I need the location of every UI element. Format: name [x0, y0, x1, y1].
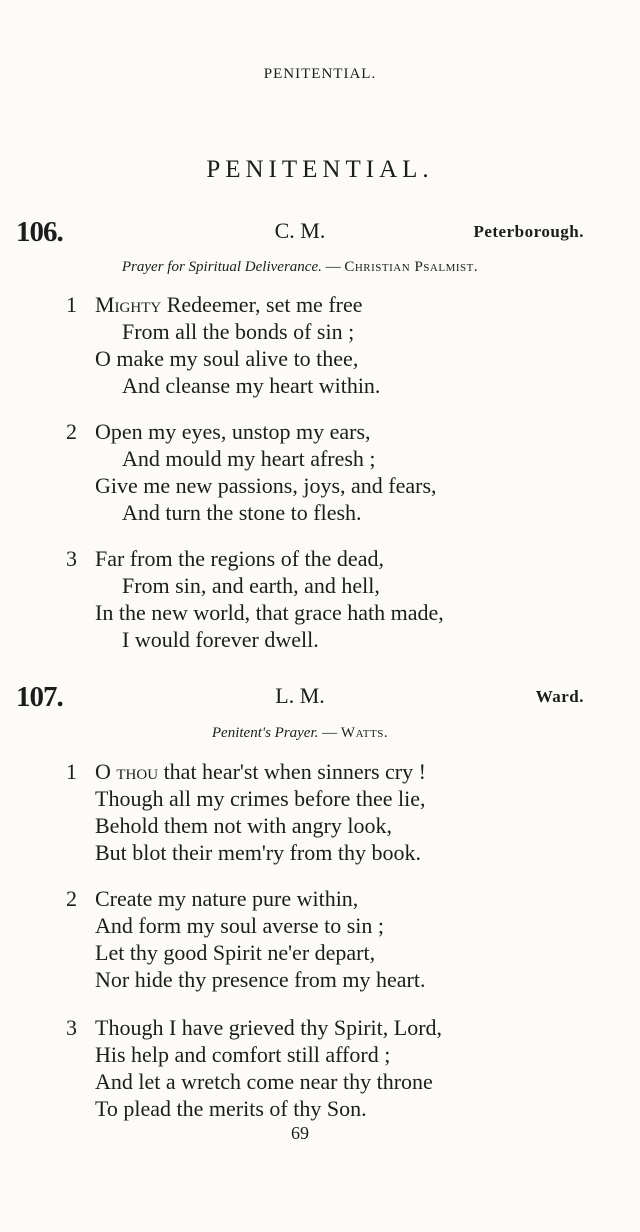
- hymn-number: 106.: [16, 216, 63, 248]
- verse-line: [0, 912, 640, 939]
- stanza-number: 2: [66, 419, 77, 444]
- verse-text: Create my nature pure within,: [95, 886, 359, 911]
- verse-text: O make my soul alive to thee,: [95, 346, 359, 371]
- verse-text: Behold them not with angry look,: [95, 813, 392, 838]
- stanza: [0, 291, 640, 399]
- verse-text: In the new world, that grace hath made,: [95, 600, 444, 625]
- verse-line: [0, 572, 640, 599]
- attribution-dash: —: [318, 725, 341, 741]
- verse-line: [0, 1014, 640, 1041]
- verse-text: To plead the merits of thy Son.: [95, 1096, 367, 1121]
- stanza: [0, 758, 640, 866]
- verse-line: [0, 545, 640, 572]
- verse-text: And cleanse my heart within.: [122, 373, 381, 398]
- verse-text: Give me new passions, joys, and fears,: [95, 473, 437, 498]
- hymn-tune: Ward.: [535, 687, 584, 706]
- verse-text: Open my eyes, unstop my ears,: [95, 419, 371, 444]
- verse-line: [0, 839, 640, 866]
- verse-text: Let thy good Spirit ne'er depart,: [95, 940, 376, 965]
- verse-text: that hear'st when sinners cry !: [158, 759, 426, 784]
- verse-line: [0, 499, 640, 526]
- stanza-number: 1: [66, 292, 77, 317]
- verse-text: His help and comfort still afford ;: [95, 1042, 391, 1067]
- verse-line: [0, 418, 640, 445]
- running-head: PENITENTIAL.: [263, 66, 377, 82]
- verse-line: [0, 599, 640, 626]
- page-number: 69: [291, 1123, 309, 1143]
- verse-line: [0, 472, 640, 499]
- section-title: PENITENTIAL.: [206, 156, 434, 183]
- verse-line: [0, 291, 640, 318]
- hymn-subject: Penitent's Prayer.: [211, 725, 319, 741]
- verse-line: [0, 1095, 640, 1122]
- verse-line: [0, 885, 640, 912]
- hymn-author: Watts.: [340, 725, 389, 741]
- verse-line: [0, 966, 640, 993]
- verse-line: [0, 445, 640, 472]
- stanza: [0, 885, 640, 993]
- verse-text: Though all my crimes before thee lie,: [95, 786, 426, 811]
- hymn-meter: C. M.: [274, 218, 326, 243]
- verse-line: [0, 626, 640, 653]
- stanza-number: 3: [66, 546, 77, 571]
- verse-text: And turn the stone to flesh.: [122, 500, 362, 525]
- verse-line: [0, 812, 640, 839]
- hymn-subject: Prayer for Spiritual Deliverance.: [121, 259, 322, 275]
- hymn-107-subtitle: [0, 725, 600, 742]
- hymn-author: Christian Psalmist.: [344, 259, 479, 275]
- verse-text: But blot their mem'ry from thy book.: [95, 840, 421, 865]
- verse-line: [0, 1041, 640, 1068]
- verse-line: [0, 758, 640, 785]
- verse-line: [0, 318, 640, 345]
- hymn-106-subtitle: [0, 259, 600, 276]
- first-word: O thou: [95, 759, 159, 784]
- verse-line: [0, 1068, 640, 1095]
- hymn-107-header: [0, 681, 640, 715]
- verse-line: [0, 372, 640, 399]
- stanza: [0, 545, 640, 653]
- stanza: [0, 1014, 640, 1122]
- hymn-106-header: [0, 216, 640, 250]
- stanza: [0, 418, 640, 526]
- stanza-number: 2: [66, 886, 77, 911]
- attribution-dash: —: [321, 259, 345, 275]
- stanza-number: 3: [66, 1015, 77, 1040]
- verse-text: From sin, and earth, and hell,: [122, 573, 380, 598]
- verse-text: Nor hide thy presence from my heart.: [95, 967, 426, 992]
- verse-line: [0, 785, 640, 812]
- verse-text: And mould my heart afresh ;: [122, 446, 376, 471]
- verse-text: Far from the regions of the dead,: [95, 546, 384, 571]
- hymn-number: 107.: [16, 681, 63, 713]
- verse-line: [0, 939, 640, 966]
- verse-text: Redeemer, set me free: [161, 292, 363, 317]
- stanza-number: 1: [66, 759, 77, 784]
- hymn-tune: Peterborough.: [473, 222, 584, 241]
- verse-text: Though I have grieved thy Spirit, Lord,: [95, 1015, 443, 1040]
- verse-line: [0, 345, 640, 372]
- first-word: Mighty: [95, 292, 162, 317]
- verse-text: I would forever dwell.: [122, 627, 319, 652]
- verse-text: And form my soul averse to sin ;: [95, 913, 385, 938]
- verse-text: And let a wretch come near thy throne: [95, 1069, 433, 1094]
- hymn-meter: L. M.: [275, 683, 325, 708]
- verse-text: From all the bonds of sin ;: [122, 319, 355, 344]
